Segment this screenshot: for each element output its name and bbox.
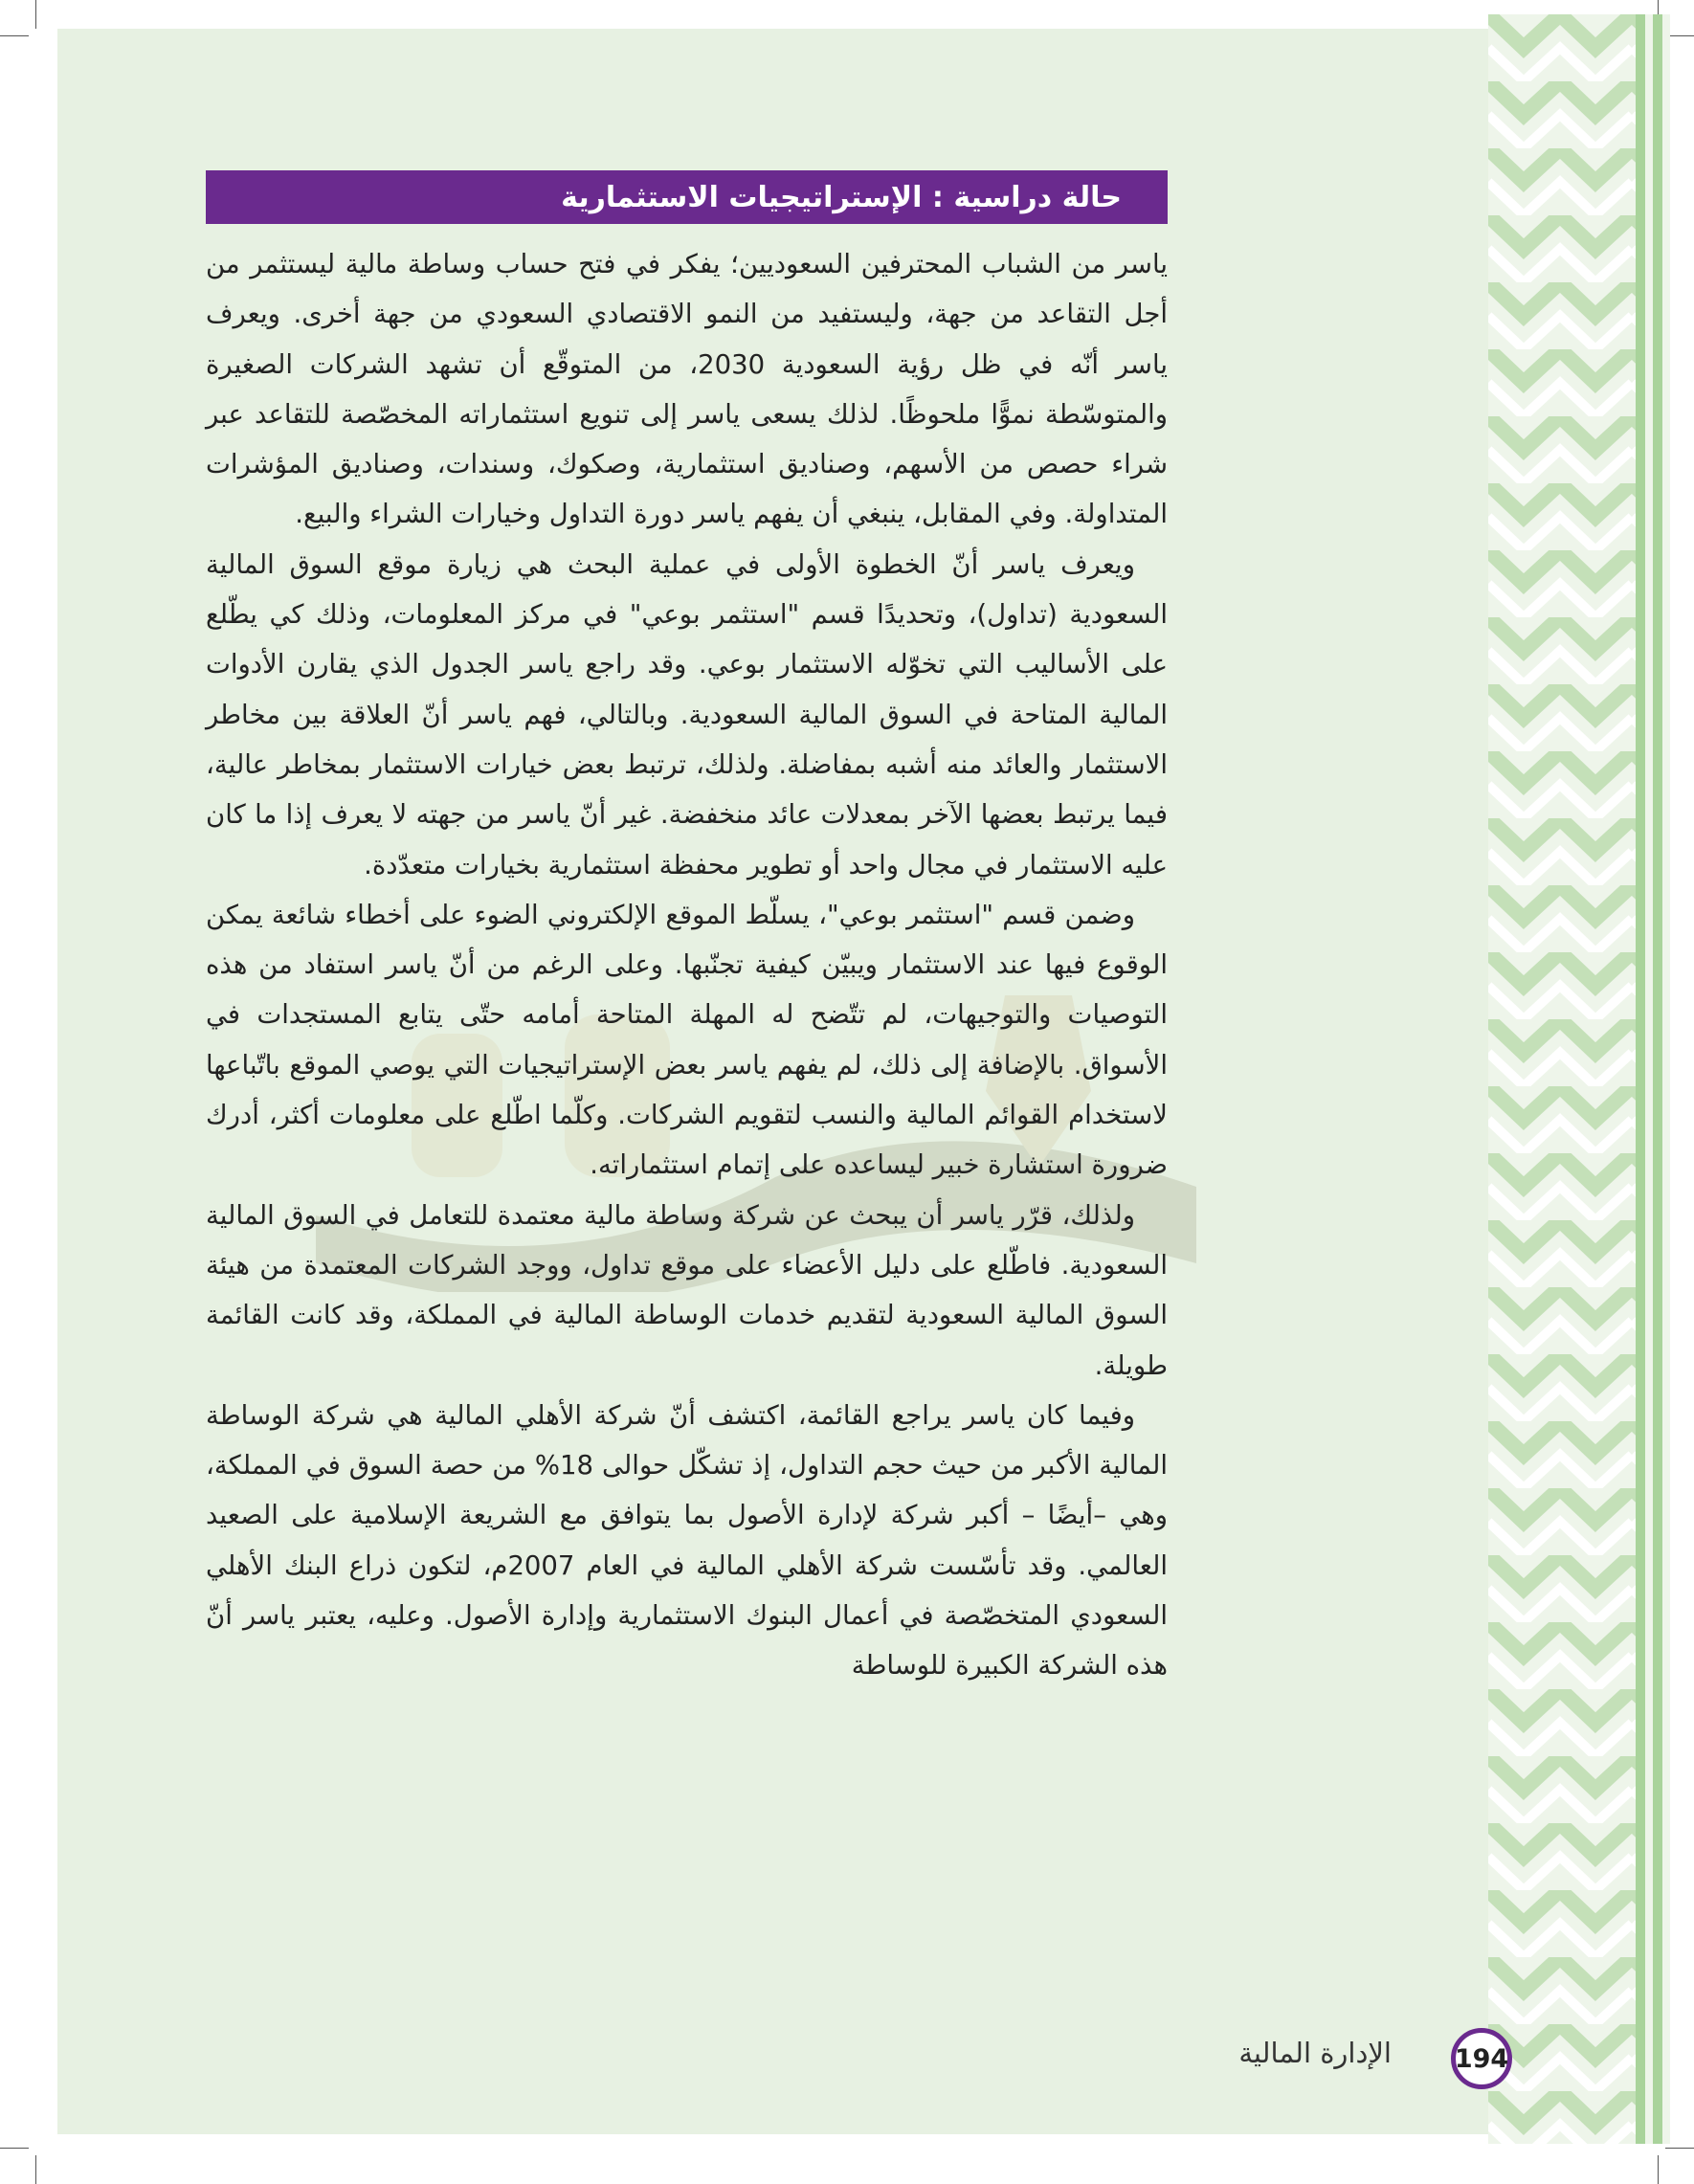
paragraph: ياسر من الشباب المحترفين السعوديين؛ يفكر في فتح حساب وساطة مالية ليستثمر من أجل التقاعد من جهة، وليستفيد من النمو الاقتصادي السعودي من جهة أخرى. ويعرف ياسر أنّه في ظل رؤية السعودية 2030، من المتوقّع أن تشهد الشركات الصغيرة والمتوسّطة نموًّا ملحوظًا. لذلك يسعى ياسر إلى تنويع استثماراته المخصّصة للتقاعد عبر شراء حصص من الأسهم، وصناديق استثمارية، وصكوك، وسندات، وصناديق المؤشرات المتداولة. وفي المقابل، ينبغي أن يفهم ياسر دورة التداول وخيارات الشراء والبيع. (206, 249, 1168, 530)
case-study-title: حالة دراسية : الإستراتيجيات الاستثمارية (561, 180, 1122, 214)
article-body (206, 239, 1168, 1691)
crop-mark (35, 0, 36, 29)
paragraph: ولذلك، قرّر ياسر أن يبحث عن شركة وساطة مالية معتمدة للتعامل في السوق المالية السعودية. فاطّلع على دليل الأعضاء على موقع تداول، ووجد الشركات المعتمدة من هيئة السوق المالية السعودية لتقديم خدمات الوساطة المالية في المملكة، وقد كانت القائمة طويلة. (206, 1199, 1168, 1381)
crop-mark (0, 35, 29, 36)
footer-section-label: الإدارة المالية (1238, 2037, 1392, 2069)
crop-mark (1658, 2155, 1659, 2184)
green-stripe (1653, 14, 1662, 2144)
crop-mark (1665, 2148, 1694, 2149)
crop-mark (0, 2148, 29, 2149)
paragraph: وفيما كان ياسر يراجع القائمة، اكتشف أنّ شركة الأهلي المالية هي شركة الوساطة المالية الأكبر من حيث حجم التداول، إذ تشكّل حوالى 18% من حصة السوق في المملكة، وهي –أيضًا – أكبر شركة لإدارة الأصول بما يتوافق مع الشريعة الإسلامية على الصعيد العالمي. وقد تأسّست شركة الأهلي المالية في العام 2007م، لتكون ذراع البنك الأهلي السعودي المتخصّصة في أعمال البنوك الاستثمارية وإدارة الأصول. وعليه، يعتبر ياسر أنّ هذه الشركة الكبيرة للوساطة (206, 1399, 1169, 1682)
paragraph: ويعرف ياسر أنّ الخطوة الأولى في عملية البحث هي زيارة موقع السوق المالية السعودية (تداول)، وتحديدًا قسم "استثمر بوعي" في مركز المعلومات، وذلك كي يطّلع على الأساليب التي تخوّله الاستثمار بوعي. وقد راجع ياسر الجدول الذي يقارن الأدوات المالية المتاحة في السوق المالية السعودية. وبالتالي، فهم ياسر أنّ العلاقة بين مخاطر الاستثمار والعائد منه أشبه بمفاضلة. ولذلك، ترتبط بعض خيارات الاستثمار بمخاطر عالية، فيما يرتبط بعضها الآخر بمعدلات عائد منخفضة. غير أنّ ياسر من جهته لا يعرف إذا ما كان عليه الاستثمار في مجال واحد أو تطوير محفظة استثمارية بخيارات متعدّدة. (206, 548, 1168, 880)
green-stripe (1636, 14, 1645, 2144)
crop-mark (35, 2155, 36, 2184)
case-study-header (206, 170, 1168, 224)
page-number: 194 (1454, 2043, 1509, 2074)
decorative-side-strip (1488, 14, 1670, 2144)
page-number-badge (1451, 2028, 1512, 2089)
paragraph: وضمن قسم "استثمر بوعي"، يسلّط الموقع الإلكتروني الضوء على أخطاء شائعة يمكن الوقوع فيها عند الاستثمار ويبيّن كيفية تجنّبها. وعلى الرغم من أنّ ياسر استفاد من هذه التوصيات والتوجيهات، لم تتّضح له المهلة المتاحة أمامه حتّى يتابع المستجدات في الأسواق. بالإضافة إلى ذلك، لم يفهم ياسر بعض الإستراتيجيات التي يوصي الموقع باتّباعها لاستخدام القوائم المالية والنسب لتقويم الشركات. وكلّما اطّلع على معلومات أكثر، أدرك ضرورة استشارة خبير ليساعده على إتمام استثماراته. (206, 899, 1168, 1181)
